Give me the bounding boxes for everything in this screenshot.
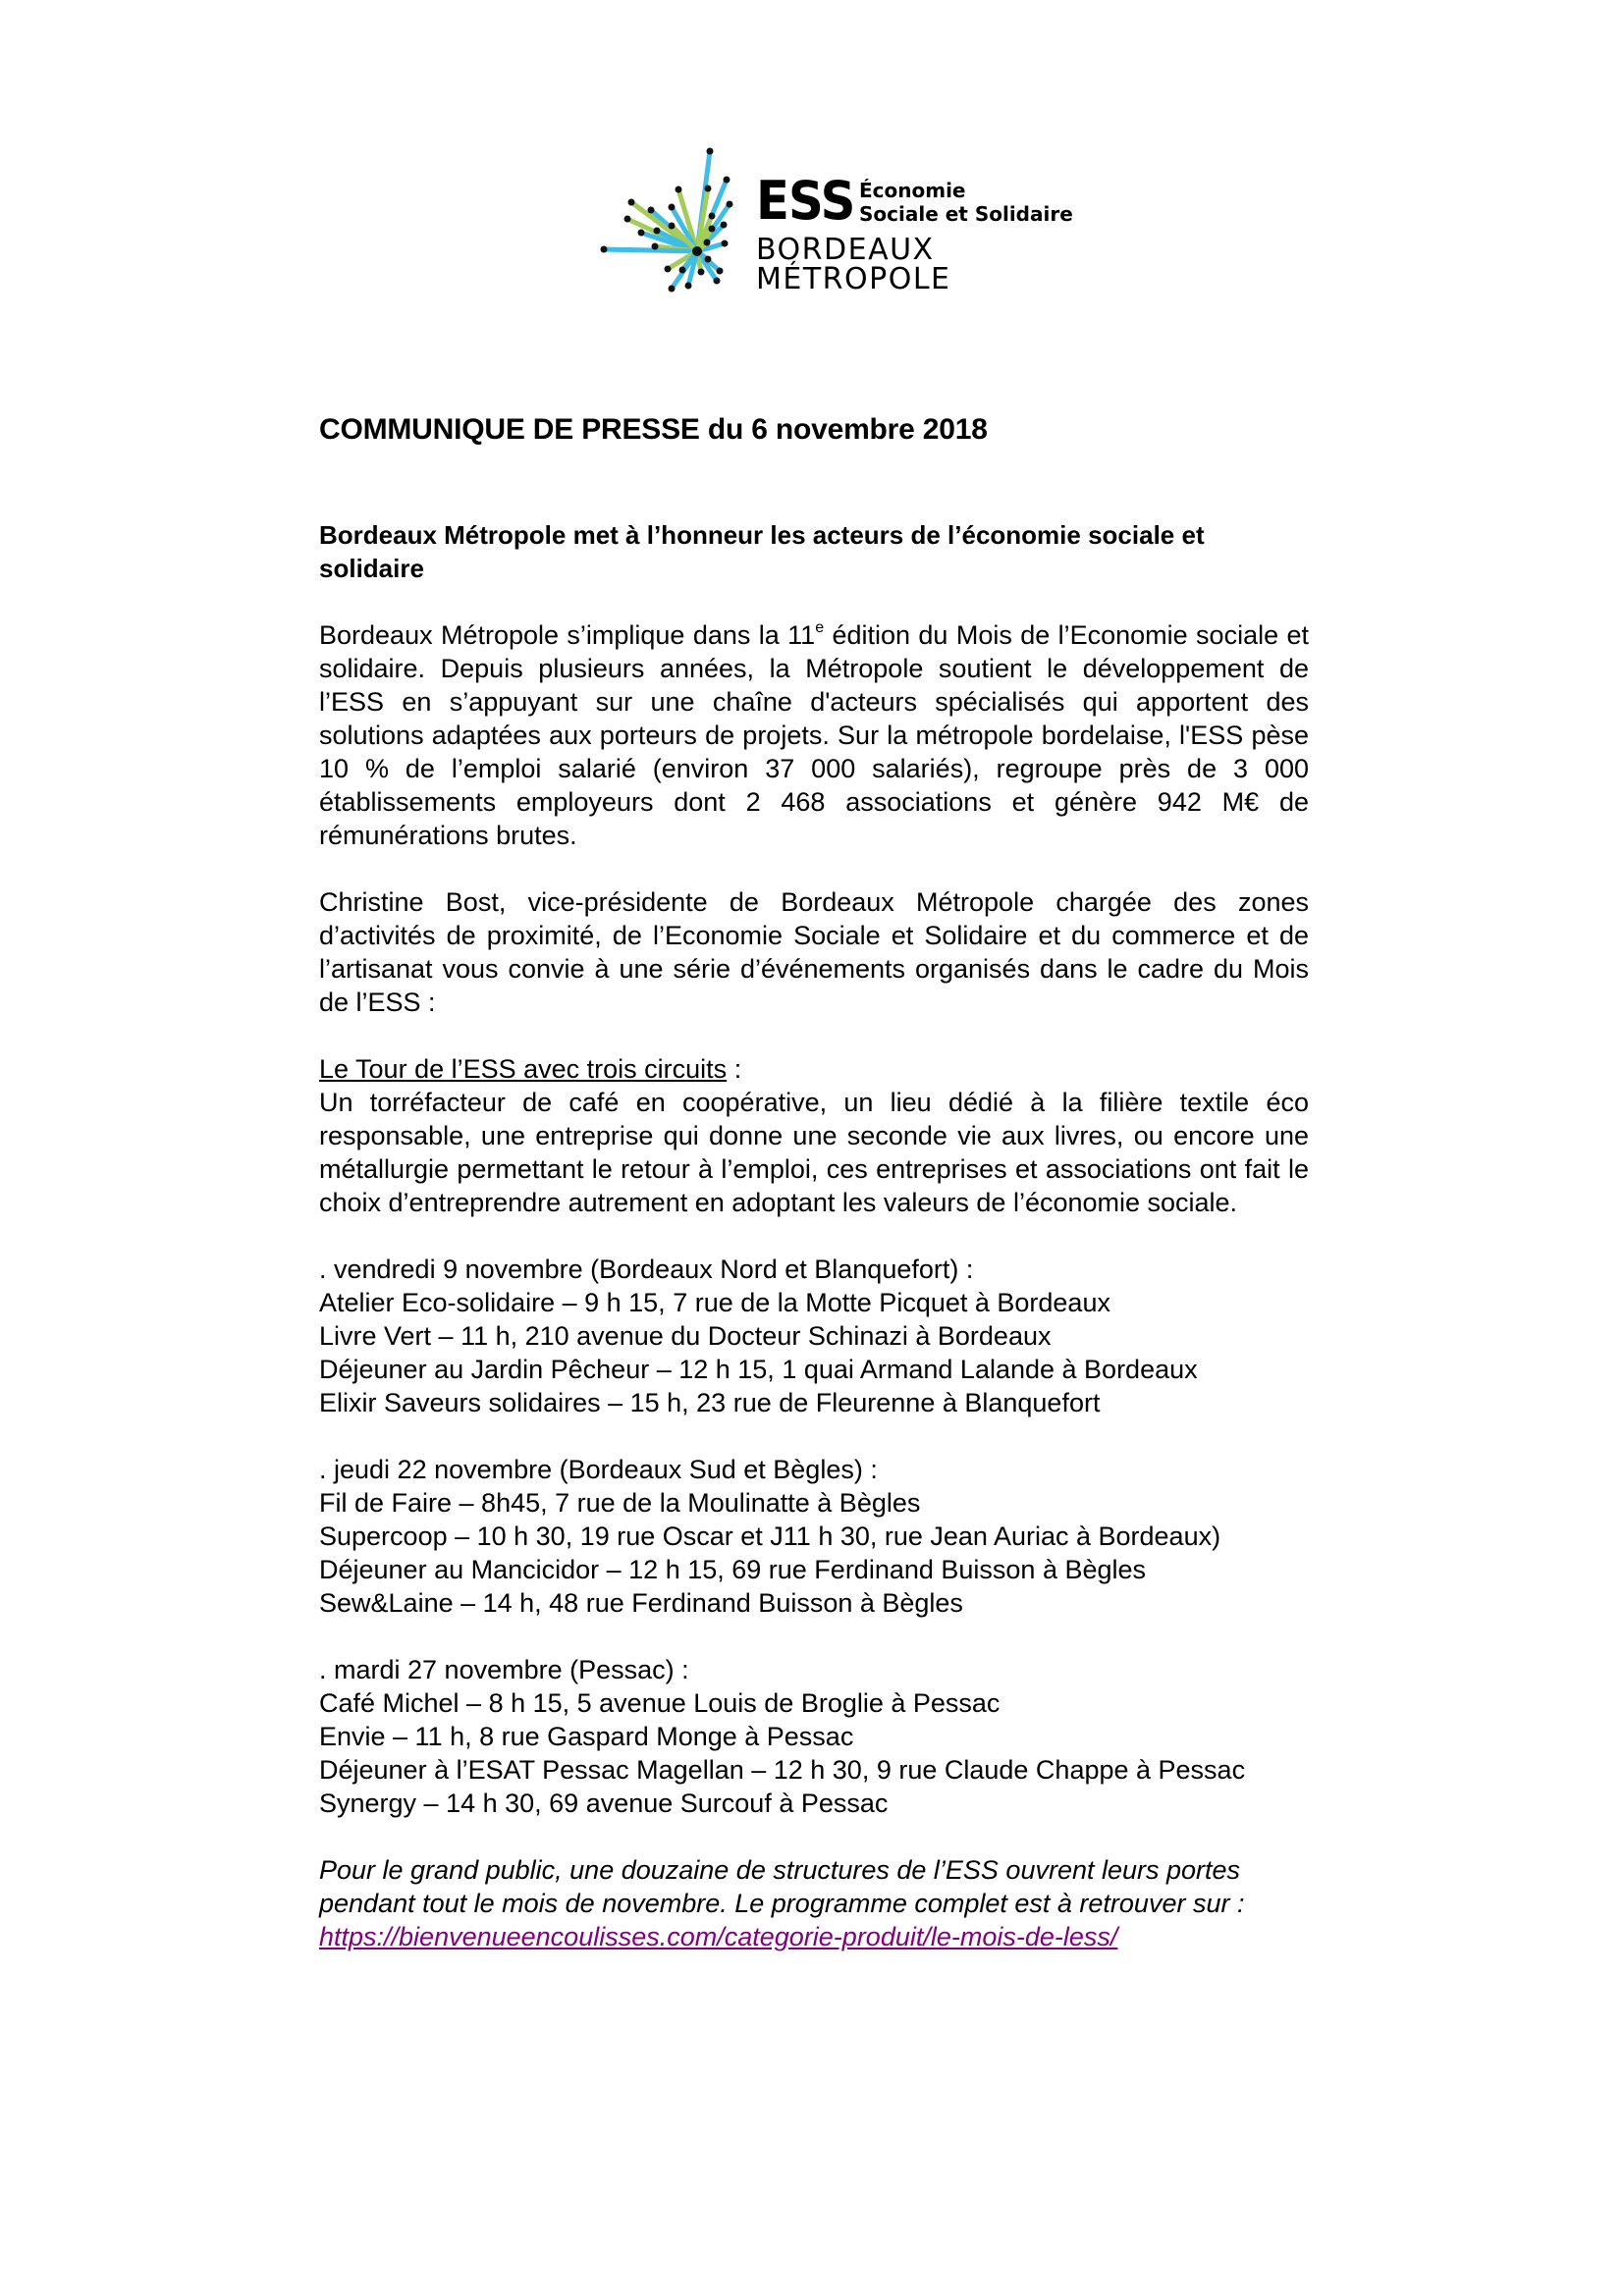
circuit-stop: Synergy – 14 h 30, 69 avenue Surcouf à Pessac [319, 1789, 889, 1818]
program-link[interactable]: https://bienvenueencoulisses.com/categorie-produit/le-mois-de-less/ [319, 1922, 1118, 1951]
intro-text-rest: édition du Mois de l’Economie sociale et solidaire. Depuis plusieurs années, la Métropole soutient le développement de l’ESS en s’appuyant sur une chaîne d'acteurs spécialisés qui apportent des solutions adaptées aux porteurs de projets. Sur la métropole bordelaise, l'ESS pèse 10 % de l’emploi salarié (environ 37 000 salariés), regroupe près de 3 000 établissements employeurs dont 2 468 associations et génère 942 M€ de rémunérations brutes. [319, 620, 1309, 850]
intro-text-start: Bordeaux Métropole s’implique dans la 11 [319, 620, 816, 650]
tour-heading [319, 1052, 1309, 1086]
tour-heading-text: Le Tour de l’ESS avec trois circuits [319, 1054, 728, 1084]
ess-bordeaux-metropole-logo [599, 137, 1090, 304]
circuit-stop: Déjeuner au Mancicidor – 12 h 15, 69 rue Ferdinand Buisson à Bègles [319, 1555, 1147, 1584]
logo-tagline-line1: Économie [859, 179, 966, 202]
circuit-day: . jeudi 22 novembre (Bordeaux Sud et Bègles) : [319, 1455, 878, 1484]
spacer [319, 1419, 1309, 1453]
intro-paragraph [319, 618, 1309, 852]
logo-acronym: ESS [756, 170, 855, 232]
spacer [319, 1820, 1309, 1853]
ordinal-superscript: e [815, 619, 825, 636]
press-release-body [319, 410, 1309, 1953]
subtitle: Bordeaux Métropole met à l’honneur les acteurs de l’économie sociale et solidaire [319, 520, 1205, 583]
circuit-day: . mardi 27 novembre (Pessac) : [319, 1655, 689, 1684]
invitation-paragraph: Christine Bost, vice-présidente de Bordeaux Métropole chargée des zones d’activités de proximité, de l’Economie Sociale et Solidaire et du commerce et de l’artisanat vous convie à une série d’événements organisés dans le cadre du Mois de l’ESS : [319, 887, 1309, 1017]
spacer [319, 1219, 1309, 1253]
circuit-1 [319, 1253, 1309, 1419]
starburst-icon [599, 137, 756, 304]
page-title: COMMUNIQUE DE PRESSE du 6 novembre 2018 [319, 413, 988, 446]
program-link-line [319, 1920, 1309, 1953]
spacer [319, 852, 1309, 885]
spacer [319, 1019, 1309, 1052]
circuit-day: . vendredi 9 novembre (Bordeaux Nord et Blanquefort) : [319, 1255, 974, 1284]
logo-tagline-line2: Sociale et Solidaire [859, 202, 1073, 226]
circuit-stop: Livre Vert – 11 h, 210 avenue du Docteur Schinazi à Bordeaux [319, 1321, 1052, 1351]
circuit-3 [319, 1653, 1309, 1820]
circuit-stop: Atelier Eco-solidaire – 9 h 15, 7 rue de la Motte Picquet à Bordeaux [319, 1288, 1110, 1317]
circuit-stop: Sew&Laine – 14 h, 48 rue Ferdinand Buisson à Bègles [319, 1588, 963, 1618]
tour-heading-suffix: : [727, 1054, 742, 1084]
spacer [319, 1620, 1309, 1653]
circuit-stop: Envie – 11 h, 8 rue Gaspard Monge à Pessac [319, 1722, 854, 1751]
circuit-stop: Déjeuner à l’ESAT Pessac Magellan – 12 h 30, 9 rue Claude Chappe à Pessac [319, 1755, 1246, 1785]
circuit-2 [319, 1453, 1309, 1620]
tour-description: Un torréfacteur de café en coopérative, un lieu dédié à la filière textile éco responsable, une entreprise qui donne une seconde vie aux livres, ou encore une métallurgie permettant le retour à l’emploi, ces entreprises et associations ont fait le choix d’entreprendre autrement en adoptant les valeurs de l’économie sociale. [319, 1088, 1309, 1217]
circuit-stop: Supercoop – 10 h 30, 19 rue Oscar et J11 h 30, rue Jean Auriac à Bordeaux) [319, 1522, 1221, 1551]
logo-organization: BORDEAUX MÉTROPOLE [756, 233, 951, 296]
logo-tagline [859, 179, 1073, 226]
closing-paragraph: Pour le grand public, une douzaine de structures de l’ESS ouvrent leurs portes pendant tout le mois de novembre. Le programme complet est à retrouver sur : [319, 1855, 1245, 1918]
circuit-stop: Café Michel – 8 h 15, 5 avenue Louis de Broglie à Pessac [319, 1688, 1001, 1718]
spacer [319, 585, 1309, 618]
circuit-stop: Déjeuner au Jardin Pêcheur – 12 h 15, 1 quai Armand Lalande à Bordeaux [319, 1355, 1198, 1384]
circuit-stop: Fil de Faire – 8h45, 7 rue de la Moulinatte à Bègles [319, 1488, 921, 1518]
circuit-stop: Elixir Saveurs solidaires – 15 h, 23 rue de Fleurenne à Blanquefort [319, 1388, 1101, 1417]
